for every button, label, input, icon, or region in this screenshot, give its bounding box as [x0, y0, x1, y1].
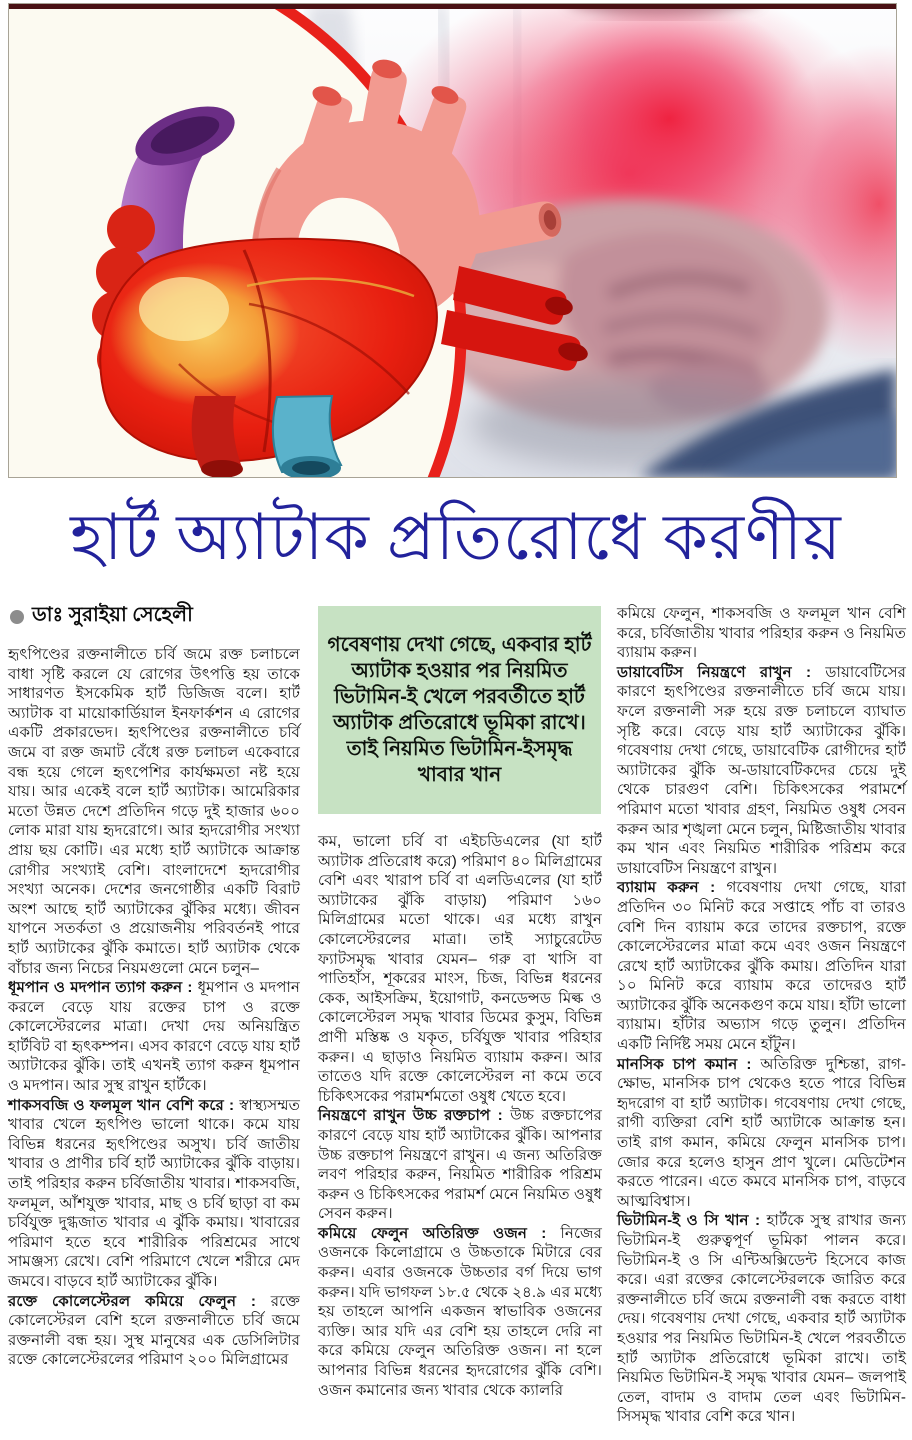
article-paragraph — [318, 1106, 602, 1224]
section-body: রক্তে কোলেস্টেরল বেশি হলে রক্তনালীতে চর্বি জমে রক্তনালী বন্ধ হয়। সুস্থ মানুষের এক ডেসিলিটার রক্তে কোলেস্টেরলের পরিমাণ ২০০ মিলিগ্রামের — [8, 1292, 300, 1369]
section-heading: রক্তে কোলেস্টেরল কমিয়ে ফেলুন : — [8, 1292, 256, 1310]
section-heading: শাকসবজি ও ফলমূল খান বেশি করে : — [8, 1096, 235, 1114]
article-paragraph — [8, 978, 300, 1096]
article-paragraph — [8, 1096, 300, 1292]
section-heading: ডায়াবেটিস নিয়ন্ত্রণে রাখুন : — [617, 663, 812, 681]
article-paragraph — [617, 663, 906, 879]
highlight-box — [318, 606, 601, 814]
intro-text: হৃৎপিণ্ডের রক্তনালীতে চর্বি জমে রক্ত চলাচলে বাধা সৃষ্টি করলে যে রোগের উৎপত্তি হয় তাকে সাধারণত ইসকেমিক হার্ট ডিজিজ বলে। হার্ট অ্যাটাক বা মায়োকার্ডিয়াল ইনফার্কশন এ রোগের একটি প্রকারভেদ। হৃৎপিণ্ডের রক্তনালীতে চর্বি জমে বা রক্ত জমাট বেঁধে রক্ত চলাচল একেবারে বন্ধ হয়ে গেলে হৃৎপেশির কার্যক্ষমতা নষ্ট হয়ে যায়। আর একেই বলে হার্ট অ্যাটাক। আমেরিকার মতো উন্নত দেশে প্রতিদিন গড়ে দুই হাজার ৬০০ লোক মারা যায় হৃদরোগে। আর হৃদরোগীর সংখ্যা প্রায় ছয় কোটি। এর মধ্যে হার্ট অ্যাটাকে আক্রান্ত রোগীর সংখ্যাই বেশি। বাংলাদেশে হৃদরোগীর সংখ্যা অনেক। দেশের জনগোষ্ঠীর একটি বিরাট অংশ আছে হার্ট অ্যাটাকের ঝুঁকির মধ্যে। জীবন যাপনে সতর্কতা ও প্রয়োজনীয় পরিবর্তনই পারে হার্ট অ্যাটাকের ঝুঁকি কমাতে। হার্ট অ্যাটাক থেকে বাঁচার জন্য নিচের নিয়মগুলো মেনে চলুন– — [8, 646, 300, 977]
article-paragraph — [8, 1292, 300, 1370]
article-paragraph — [617, 1055, 906, 1212]
article-paragraph — [617, 1211, 906, 1427]
article-paragraph — [318, 832, 602, 1106]
continuation-text: কম, ভালো চর্বি বা এইচডিএলের (যা হার্ট অ্যাটাক প্রতিরোধ করে) পরিমাণ ৪০ মিলিগ্রামের বেশি এবং খারাপ চর্বি বা এলডিএলের (যা হার্ট অ্যাটাকের ঝুঁকি বাড়ায়) পরিমাণ ১৬০ মিলিগ্রামের মতো থাকে। এর মধ্যে রাখুন কোলেস্টেরলের মাত্রা। তাই স্যাচুরেটেড ফ্যাটসমৃদ্ধ খাবার যেমন– গরু বা খাসি বা পাতিহাঁস, শূকরের মাংস, চিজ, বিভিন্ন ধরনের কেক, আইসক্রিম, ইয়োগাট, কনডেন্সড মিল্ক ও কোলেস্টেরল সমৃদ্ধ খাবার ডিমের কুসুম, বিভিন্ন প্রাণী মস্তিষ্ক ও যকৃত, চর্বিযুক্ত খাবার পরিহার করুন। এ ছাড়াও নিয়মিত ব্যায়াম করুন। আর তাতেও যদি রক্তে কোলেস্টেরল না কমে তবে চিকিৎসকের পরামর্শমতো ওষুধ খেতে হবে। — [318, 833, 602, 1105]
article-paragraph — [617, 878, 906, 1054]
highlight-text: গবেষণায় দেখা গেছে, একবার হার্ট অ্যাটাক হওয়ার পর নিয়মিত ভিটামিন-ই খেলে পরবর্তীতে হার্ট অ্যাটাক প্রতিরোধে ভূমিকা রাখে। তাই নিয়মিত ভিটামিন-ইসমৃদ্ধ খাবার খান — [327, 634, 592, 786]
section-body: হার্টকে সুস্থ রাখার জন্য ভিটামিন-ই গুরুত্বপূর্ণ ভূমিকা পালন করে। ভিটামিন-ই ও সি এন্টিঅক্সিডেন্ট হিসেবে কাজ করে। এরা রক্তের কোলেস্টেরলকে জারিত করে রক্তনালীতে চর্বি জমে রক্তনালী বন্ধ করতে বাধা দেয়। গবেষণায় দেখা গেছে, একবার হার্ট অ্যাটাক হওয়ার পর নিয়মিত ভিটামিন-ই খেলে পরবর্তীতে হার্ট অ্যাটাক প্রতিরোধে ভূমিকা রাখে। তাই নিয়মিত ভিটামিন-ই সমৃদ্ধ খাবার যেমন– জলপাই তেল, বাদাম ও বাদাম তেল এবং ভিটামিন-সিসমৃদ্ধ খাবার বেশি করে খান। — [617, 1212, 906, 1426]
section-body: নিজের ওজনকে কিলোগ্রামে ও উচ্চতাকে মিটারে বের করুন। এবার ওজনকে উচ্চতার বর্গ দিয়ে ভাগ করুন। যদি ভাগফল ১৮.৫ থেকে ২৪.৯ এর মধ্যে হয় তাহলে আপনি একজন স্বাভাবিক ওজনের ব্যক্তি। আর যদি এর বেশি হয় তাহলে দেরি না করে কমিয়ে ফেলুন অতিরিক্ত ওজন। না হলে আপনার বিভিন্ন ধরনের হৃদরোগের ঝুঁকি বেশি। ওজন কমানোর জন্য খাবার থেকে ক্যালরি — [318, 1224, 602, 1399]
section-body: ডায়াবেটিসের কারণে হৃৎপিণ্ডের রক্তনালীতে চর্বি জমে যায়। ফলে রক্তনালী সরু হয়ে রক্ত চলাচলে ব্যাঘাত সৃষ্টি করে। বেড়ে যায় হার্ট অ্যাটাকের ঝুঁকি। গবেষণায় দেখা গেছে, ডায়াবেটিক রোগীদের হার্ট অ্যাটাকের ঝুঁকি অ-ডায়াবেটিকদের চেয়ে দুই থেকে চারগুণ বেশি। চিকিৎসকের পরামর্শে পরিমাণ মতো খাবার গ্রহণ, নিয়মিত ওষুধ সেবন করুন আর শৃঙ্খলা মেনে চলুন, মিষ্টিজাতীয় খাবার কম খান এবং নিয়মিত শারীরিক পরিশ্রম করে ডায়াবেটিস নিয়ন্ত্রণে রাখুন। — [617, 663, 906, 877]
column-1 — [8, 645, 300, 1370]
section-heading: নিয়ন্ত্রণে রাখুন উচ্চ রক্তচাপ : — [318, 1107, 503, 1125]
section-body: ধূমপান ও মদপান করলে বেড়ে যায় রক্তের চাপ ও রক্তে কোলেস্টেরলের মাত্রা। দেখা দেয় অনিয়ন্ত্রিত হার্টবিট বা হৃৎকম্পন। এসব কারণে বেড়ে যায় হার্ট অ্যাটাকের ঝুঁকি। তাই এখনই ত্যাগ করুন ধূমপান ও মদপান। আর সুস্থ রাখুন হার্টকে। — [8, 979, 300, 1095]
byline — [10, 600, 302, 633]
article-headline: হার্ট অ্যাটাক প্রতিরোধে করণীয় — [70, 501, 842, 573]
section-body: স্বাস্থ্যসম্মত খাবার খেলে হৃৎপিণ্ড ভালো থাকে। কমে যায় বিভিন্ন ধরনের হৃৎপিণ্ডের অসুখ। চর্বি জাতীয় খাবার ও প্রাণীর চর্বি হার্ট অ্যাটাকের ঝুঁকি বাড়ায়। তাই পরিহার করুন চর্বিজাতীয় খাবার। শাকসবজি, ফলমূল, আঁশযুক্ত খাবার, মাছ ও চর্বি ছাড়া বা কম চর্বিযুক্ত দুগ্ধজাত খাবার এ ঝুঁকি কমায়। খাবারের পরিমাণ হতে হবে শারীরিক পরিশ্রমের সাথে সামঞ্জস্য রেখে। বেশি পরিমাণে খেলে শরীরে মেদ জমবে। বাড়বে হার্ট অ্যাটাকের ঝুঁকি। — [8, 1096, 300, 1290]
section-body: গবেষণায় দেখা গেছে, যারা প্রতিদিন ৩০ মিনিট করে সপ্তাহে পাঁচ বা তারও বেশি দিন ব্যায়াম করে তাদের রক্তচাপ, রক্তে কোলেস্টেরলের মাত্রা কমে এবং ওজন নিয়ন্ত্রণে রেখে হার্ট অ্যাটাকের ঝুঁকি কমায়। প্রতিদিন যারা ১০ মিনিট করে ব্যায়াম করে তাদেরও হার্ট অ্যাটাকের ঝুঁকি অনেকগুণ কমে যায়। হাঁটা ভালো ব্যায়াম। হাঁটার অভ্যাস গড়ে তুলুন। প্রতিদিন একটি নির্দিষ্ট সময় মেনে হাঁটুন। — [617, 879, 906, 1054]
author-name: ডাঃ সুরাইয়া সেহেলী — [32, 604, 193, 626]
section-heading: কমিয়ে ফেলুন অতিরিক্ত ওজন : — [318, 1224, 547, 1242]
section-heading: মানসিক চাপ কমান : — [617, 1055, 752, 1073]
section-heading: ব্যায়াম করুন : — [617, 879, 716, 897]
hero-artwork — [9, 4, 896, 477]
article-paragraph — [318, 1224, 602, 1400]
continuation-text: কমিয়ে ফেলুন, শাকসবজি ও ফলমূল খান বেশি করে, চর্বিজাতীয় খাবার পরিহার করুন ও নিয়মিত ব্যায়াম করুন। — [617, 605, 906, 662]
article-paragraph — [617, 604, 906, 663]
bullet-icon — [10, 610, 24, 624]
hero-image — [8, 3, 897, 478]
section-body: উচ্চ রক্তচাপের কারণে বেড়ে যায় হার্ট অ্যাটাকের ঝুঁকি। আপনার উচ্চ রক্তচাপ নিয়ন্ত্রণে রাখুন। এ জন্য অতিরিক্ত লবণ পরিহার করুন, নিয়মিত শারীরিক পরিশ্রম করুন ও চিকিৎসকের পরামর্শ মেনে নিয়মিত ওষুধ সেবন করুন। — [318, 1107, 602, 1223]
column-2 — [318, 832, 602, 1400]
section-heading: ভিটামিন-ই ও সি খান : — [617, 1212, 761, 1230]
top-dark-strip — [9, 4, 896, 9]
article-paragraph — [8, 645, 300, 978]
section-body: অতিরিক্ত দুশ্চিন্তা, রাগ-ক্ষোভ, মানসিক চাপ থেকেও হতে পারে বিভিন্ন হৃদরোগ বা হার্ট অ্যাটাক। গবেষণায় দেখা গেছে, রাগী ব্যক্তিরা বেশি হার্ট অ্যাটাকে আক্রান্ত হন। তাই রাগ কমান, কমিয়ে ফেলুন মানসিক চাপ। জোর করে হলেও হাসুন প্রাণ খুলে। মেডিটেশন করতে পারেন। এতে কমবে মানসিক চাপ, বাড়বে আত্মবিশ্বাস। — [617, 1055, 906, 1210]
column-3 — [617, 604, 906, 1427]
section-heading: ধূমপান ও মদপান ত্যাগ করুন : — [8, 979, 193, 997]
